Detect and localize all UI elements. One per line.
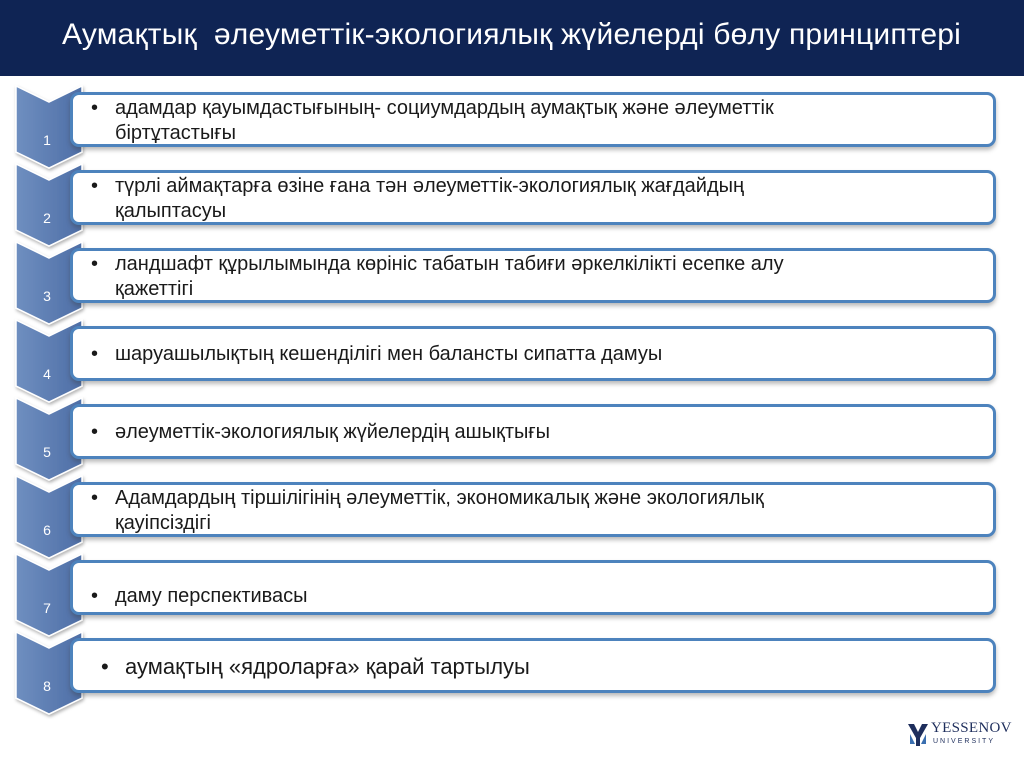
principle-text	[91, 252, 973, 302]
bullet-icon: •	[91, 253, 99, 275]
principle-text	[91, 584, 973, 609]
bullet-icon: •	[91, 343, 99, 365]
principle-line: ландшафт құрылымында көрініс табатын табиғи әркелкілікті есепке алу	[115, 253, 784, 275]
principle-line: түрлі аймақтарға өзіне ғана тән әлеуметтік-экологиялық жағдайдың	[115, 175, 745, 197]
principle-text	[91, 174, 973, 224]
logo-mark-icon	[906, 720, 930, 748]
principle-box-6	[70, 482, 996, 537]
principle-text	[91, 96, 973, 146]
step-number: 1	[43, 132, 51, 148]
bullet-icon: •	[91, 97, 99, 119]
principle-box-5	[70, 404, 996, 459]
principle-line: қауіпсіздігі	[115, 512, 211, 534]
principle-text	[91, 342, 973, 367]
principle-text	[101, 654, 973, 679]
step-number: 6	[43, 522, 51, 538]
logo-word: YESSENOV	[931, 720, 1012, 736]
principle-box-2	[70, 170, 996, 225]
bullet-icon: •	[91, 585, 99, 607]
slide-title: Аумақтық әлеуметтік-экологиялық жүйелерді бөлу принциптері	[62, 18, 962, 51]
step-number: 4	[43, 366, 51, 382]
step-number: 3	[43, 288, 51, 304]
principle-box-3	[70, 248, 996, 303]
principle-line: әлеуметтік-экологиялық жүйелердің ашықтығы	[115, 421, 551, 443]
principle-box-7	[70, 560, 996, 615]
university-logo	[906, 716, 1012, 752]
step-number: 5	[43, 444, 51, 460]
logo-subtitle: UNIVERSITY	[933, 738, 996, 745]
step-number: 8	[43, 678, 51, 694]
principle-line: шаруашылықтың кешенділігі мен балансты сипатта дамуы	[115, 343, 663, 365]
principle-line: даму перспективасы	[115, 585, 308, 607]
step-number: 7	[43, 600, 51, 616]
principle-line: аумақтың «ядроларға» қарай тартылуы	[125, 654, 530, 679]
principle-text	[91, 486, 973, 536]
principle-box-4	[70, 326, 996, 381]
bullet-icon: •	[91, 487, 99, 509]
principle-box-1	[70, 92, 996, 147]
principle-line: Адамдардың тіршілігінің әлеуметтік, экономикалық және экологиялық	[115, 487, 764, 509]
bullet-icon: •	[101, 654, 109, 679]
principle-line: қажеттігі	[115, 278, 194, 300]
bullet-icon: •	[91, 175, 99, 197]
principle-text	[91, 420, 973, 445]
principle-box-8	[70, 638, 996, 693]
principle-line: адамдар қауымдастығының- социумдардың аумақтық және әлеуметтік	[115, 97, 774, 119]
principle-line: біртұтастығы	[115, 122, 237, 144]
step-number: 2	[43, 210, 51, 226]
principle-line: қалыптасуы	[115, 200, 227, 222]
bullet-icon: •	[91, 421, 99, 443]
